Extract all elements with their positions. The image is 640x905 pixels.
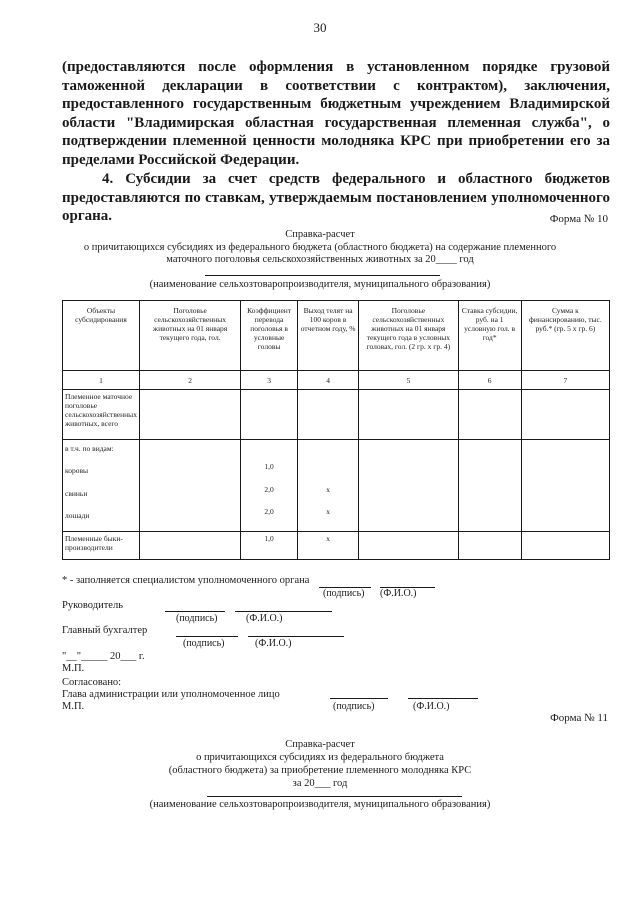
signature-caption: (подпись)	[176, 613, 218, 624]
head-fio-field[interactable]	[235, 611, 332, 612]
admin-fio-field[interactable]	[408, 698, 478, 699]
column-number: 1	[63, 371, 140, 390]
form10-subtitle-line1: о причитающихся субсидиях из федерального бюджета (областного бюджета) на содержание племенного	[83, 242, 557, 253]
form10-title: Справка-расчет	[285, 229, 355, 240]
table-cell[interactable]	[139, 390, 240, 440]
text-line: области "Владимирская областная государственная племенная служба", о	[62, 114, 610, 131]
column-number: 4	[297, 371, 358, 390]
chief-accountant-label: Главный бухгалтер	[62, 625, 148, 636]
page-number: 30	[313, 20, 327, 35]
form11-subtitle-line1: о причитающихся субсидиях из федерального бюджета	[196, 752, 444, 763]
column-header: Ставка субсидии, руб. на 1 условную гол. в год*	[458, 301, 521, 371]
row-object: Племенное маточное поголовье сельскохозяйственных животных, всего	[63, 390, 140, 440]
fio-caption: (Ф.И.О.)	[246, 613, 283, 624]
column-number: 5	[359, 371, 458, 390]
text-line: предоставляются по ставкам, утверждаемым постановлением уполномоченного	[62, 189, 610, 206]
accountant-fio-field[interactable]	[248, 636, 344, 637]
table-cell[interactable]	[521, 532, 609, 560]
table-cell[interactable]	[297, 390, 358, 440]
column-header: Сумма к финансированию, тыс. руб.* (гр. 5 х гр. 6)	[521, 301, 609, 371]
accountant-signature-field[interactable]	[176, 636, 238, 637]
table-cell[interactable]	[458, 440, 521, 532]
text-line: предоставленного государственным бюджетным учреждением Владимирской	[62, 96, 610, 112]
table-cell[interactable]	[521, 440, 609, 532]
signature-caption: (подпись)	[183, 638, 225, 649]
fio-caption: (Ф.И.О.)	[380, 588, 417, 599]
text-line: 4. Субсидии за счет средств федерального и областного бюджетов	[102, 171, 610, 187]
signature-caption: (подпись)	[333, 701, 375, 712]
calf-yield-value: х	[326, 485, 330, 494]
form-number-10: Форма № 10	[549, 213, 608, 225]
column-header: Объекты субсидирования	[63, 301, 140, 371]
form11-subtitle-line2: (областного бюджета) за приобретение племенного молодняка КРС	[168, 765, 472, 776]
footnote: * - заполняется специалистом уполномоченного органа	[62, 575, 310, 586]
head-signature-field[interactable]	[165, 611, 225, 612]
table-cell[interactable]: х	[297, 532, 358, 560]
stamp-place: М.П.	[62, 701, 85, 712]
coefficient-value: 2,0	[264, 507, 274, 516]
table-row	[63, 532, 610, 560]
table-cell[interactable]	[458, 532, 521, 560]
paragraph-4	[62, 170, 610, 226]
calf-yield-value: х	[326, 507, 330, 516]
coefficient-value: 2,0	[264, 485, 274, 494]
table-cell[interactable]	[458, 390, 521, 440]
table-cell[interactable]	[139, 440, 240, 532]
head-label: Руководитель	[62, 600, 123, 611]
table-row-group	[63, 440, 610, 532]
form11-subtitle-line3: за 20___ год	[292, 778, 348, 789]
table-row	[63, 390, 610, 440]
fio-caption: (Ф.И.О.)	[255, 638, 292, 649]
column-header: Коэффициент перевода поголовья в условные головы	[241, 301, 298, 371]
row-object: лошади	[65, 511, 90, 520]
table-header-row	[63, 301, 610, 371]
producer-name-field[interactable]	[205, 275, 440, 276]
column-number: 3	[241, 371, 298, 390]
row-object: в т.ч. по видам:	[65, 444, 114, 453]
text-line: (предоставляются после оформления в установленном порядке грузовой	[62, 59, 610, 75]
paragraph-continuation	[62, 58, 610, 169]
column-number: 6	[458, 371, 521, 390]
form11-title: Справка-расчет	[285, 739, 355, 750]
admin-label: Глава администрации или уполномоченное лицо	[62, 689, 280, 700]
subsidy-calculation-table	[62, 300, 610, 560]
signature-caption: (подпись)	[323, 588, 365, 599]
row-object: коровы	[65, 466, 89, 475]
table-cell[interactable]	[359, 390, 458, 440]
form11-producer-caption: (наименование сельхозтоваропроизводителя, муниципального образования)	[149, 799, 491, 810]
column-header: Выход телят на 100 коров в отчетном году, %	[297, 301, 358, 371]
column-number: 2	[139, 371, 240, 390]
table-cell[interactable]: 1,0	[241, 532, 298, 560]
form10-subtitle-line2: маточного поголовья сельскохозяйственных животных за 20____ год	[166, 254, 474, 265]
text-line: органа.	[62, 208, 113, 224]
table-cell[interactable]	[359, 532, 458, 560]
form10-producer-caption: (наименование сельхозтоваропроизводителя, муниципального образования)	[149, 279, 491, 290]
column-number: 7	[521, 371, 609, 390]
coefficient-value: 1,0	[264, 462, 274, 471]
stamp-place: М.П.	[62, 663, 85, 674]
text-line: пределами Российской Федерации.	[62, 151, 300, 168]
row-object-group	[63, 440, 140, 532]
admin-signature-field[interactable]	[330, 698, 388, 699]
form-number-11: Форма № 11	[550, 712, 608, 724]
date-line[interactable]: "__"_____ 20___ г.	[62, 651, 145, 662]
table-cell[interactable]	[521, 390, 609, 440]
column-header: Поголовье сельскохозяйственных животных на 01 января текущего года, гол.	[139, 301, 240, 371]
coefficient-group	[241, 440, 298, 532]
agreed-label: Согласовано:	[62, 677, 122, 688]
fio-caption: (Ф.И.О.)	[413, 701, 450, 712]
calf-yield-value	[298, 462, 358, 485]
text-line: подтверждении племенной ценности молодняка КРС при приобретении его за	[62, 133, 610, 149]
calf-yield-group	[297, 440, 358, 532]
column-header: Поголовье сельскохозяйственных животных на 01 января текущего года в условных головах, гол. (2 гр. х гр. 4)	[359, 301, 458, 371]
table-cell[interactable]	[241, 390, 298, 440]
producer-name-field[interactable]	[207, 796, 462, 797]
row-object: Племенные быки-производители	[63, 532, 140, 560]
row-object: свиньи	[65, 489, 88, 498]
table-cell[interactable]	[359, 440, 458, 532]
table-cell[interactable]	[139, 532, 240, 560]
text-line: таможенной декларации в соответствии с контрактом), заключения,	[62, 77, 610, 94]
column-number-row	[63, 371, 610, 390]
